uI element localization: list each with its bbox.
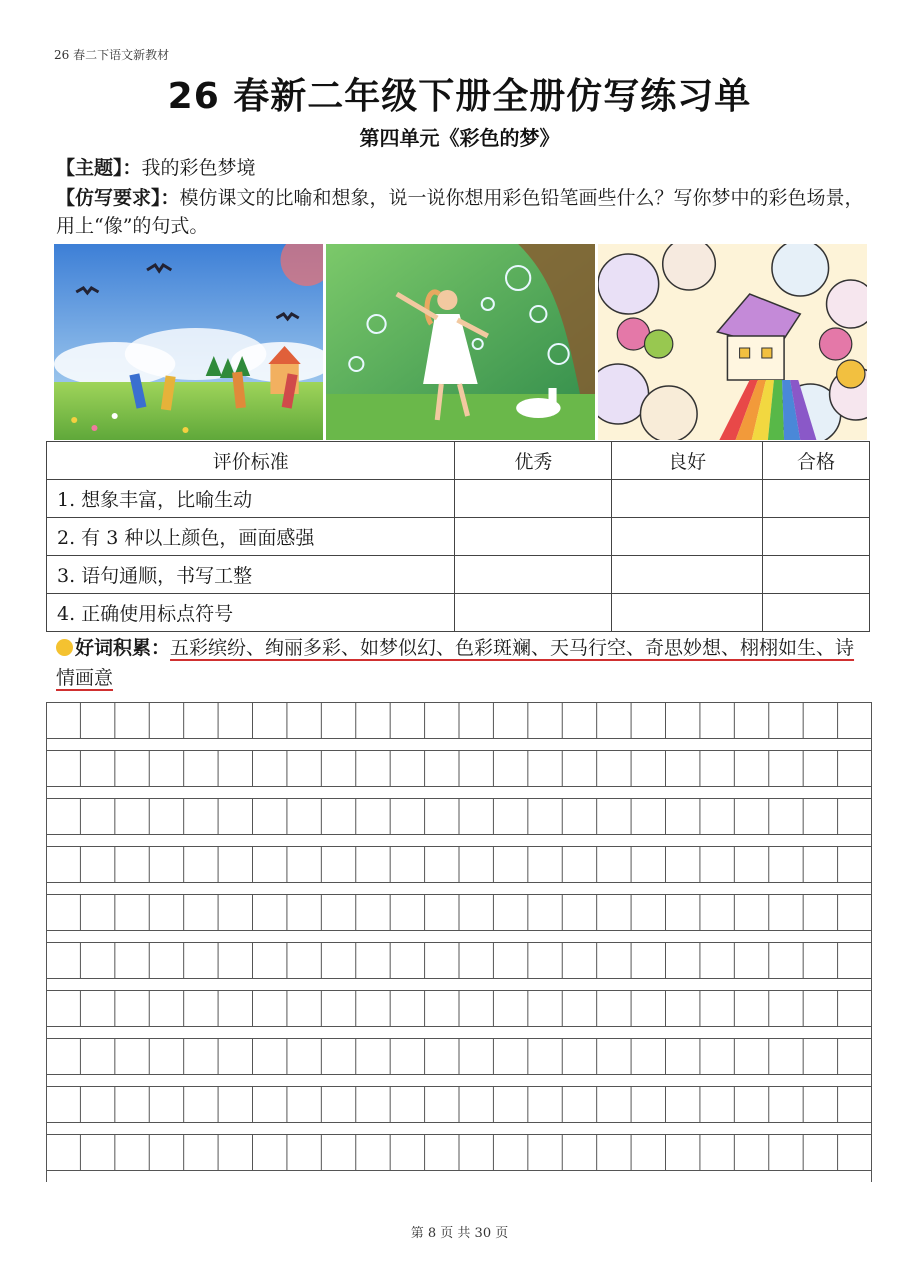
writing-grid[interactable] [46,702,872,1182]
good-words-text: 五彩缤纷、绚丽多彩、如梦似幻、色彩斑斓、天马行空、奇思妙想、栩栩如生、诗情画意 [56,637,855,689]
theme-line [56,154,256,182]
header-excellent: 优秀 [455,442,612,480]
good-words-colon: ： [151,637,171,659]
page-title: 26 春新二年级下册全册仿写练习单 [167,76,752,117]
writing-grid-lines[interactable] [46,702,872,1182]
header-note: 26 春二下语文新教材 [54,48,170,62]
requirement-line [56,184,868,240]
page-footer: 第 8 页 共 30 页 [410,1226,509,1241]
excellent-cell[interactable] [455,480,612,518]
unit-title: 第四单元《彩色的梦》 [359,126,560,150]
evaluation-row [47,594,870,632]
header-pass: 合格 [763,442,870,480]
good-cell[interactable] [612,594,763,632]
evaluation-row [47,480,870,518]
evaluation-row [47,556,870,594]
criteria-cell: 2. 有 3 种以上颜色，画面感强 [47,518,455,556]
good-cell[interactable] [612,518,763,556]
good-cell[interactable] [612,556,763,594]
header-good: 良好 [612,442,763,480]
criteria-cell: 3. 语句通顺，书写工整 [47,556,455,594]
excellent-cell[interactable] [455,518,612,556]
good-words-section [56,633,868,693]
good-cell[interactable] [612,480,763,518]
requirement-text: 模仿课文的比喻和想象，说一说你想用彩色铅笔画些什么？写你梦中的彩色场景，用上“像”的句式。 [56,187,864,237]
header-criteria: 评价标准 [47,442,455,480]
good-words-label: 好词积累 [75,637,152,659]
bullet-dot-icon [56,639,73,656]
evaluation-header-row [47,442,870,480]
illustration-strip [54,244,867,440]
theme-label: 【主题】： [56,157,142,179]
pass-cell[interactable] [763,594,870,632]
evaluation-table [46,441,870,632]
rainbow-house-illustration [598,244,867,440]
criteria-cell: 4. 正确使用标点符号 [47,594,455,632]
excellent-cell[interactable] [455,594,612,632]
excellent-cell[interactable] [455,556,612,594]
girl-bubbles-illustration [326,244,595,440]
pass-cell[interactable] [763,518,870,556]
evaluation-row [47,518,870,556]
pass-cell[interactable] [763,480,870,518]
criteria-cell: 1. 想象丰富，比喻生动 [47,480,455,518]
theme-text: 我的彩色梦境 [141,157,256,179]
pass-cell[interactable] [763,556,870,594]
crayon-landscape-illustration [54,244,323,440]
requirement-label: 【仿写要求】： [56,187,180,209]
